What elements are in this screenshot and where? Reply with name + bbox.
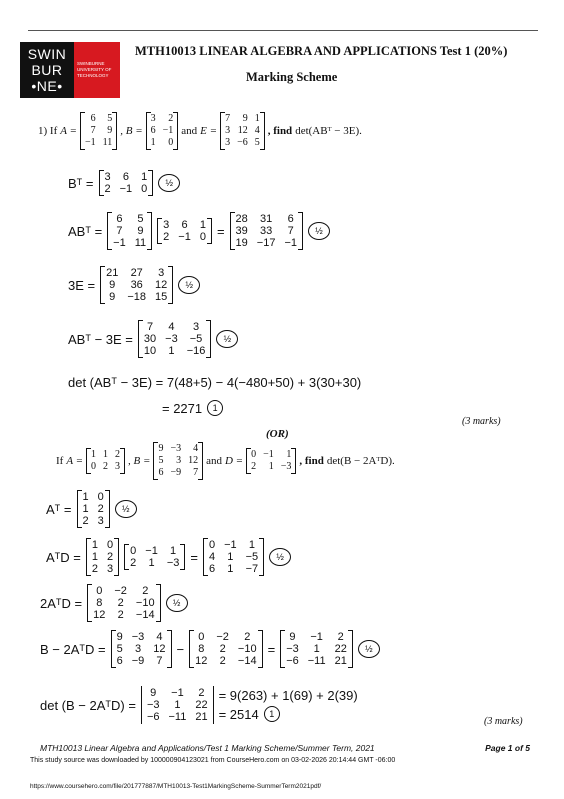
matrix-cell: 3 [107, 563, 114, 575]
matrix-cell: 1 [148, 557, 155, 569]
matrix [146, 112, 179, 150]
q2-expression: det(B − 2AᵀD). [326, 455, 395, 467]
matrix [189, 630, 262, 668]
matrix-cell: 1 [91, 449, 97, 460]
sol2-at-label: Aᵀ = [46, 501, 72, 517]
matrix-cell: 5 [107, 113, 113, 124]
sol2-atd-line [46, 538, 291, 576]
matrix [87, 584, 160, 622]
matrix-cell: 2 [168, 113, 174, 124]
matrix [138, 320, 211, 358]
download-notice: This study source was downloaded by 100000904123021 from CourseHero.com on 03-02-2026 20:14:44 GMT -06:00 [30, 757, 396, 764]
matrix-cell: 12 [195, 655, 208, 667]
matrix-cell: 3 [176, 455, 182, 466]
or-separator: (OR) [266, 428, 289, 440]
matrix-cell: −10 [237, 643, 257, 655]
matrix-cell: 0 [107, 539, 114, 551]
matrix-cell: −9 [170, 467, 182, 478]
matrix-cell: −1 [113, 237, 126, 249]
matrix-cell: 33 [259, 225, 273, 237]
q2-b-label: , B = [128, 455, 151, 467]
matrix-cell: 21 [106, 267, 119, 279]
matrix [80, 112, 117, 150]
matrix-cell: 7 [193, 467, 199, 478]
matrix-cell: 28 [235, 213, 248, 225]
matrix-cell: 1 [170, 545, 177, 557]
sol2-2atd-line [40, 584, 188, 622]
matrix-cell: −6 [237, 137, 248, 148]
matrix-cell: 2 [117, 597, 124, 609]
half-mark: ½ [115, 500, 137, 518]
matrix-cell: −1 [263, 449, 274, 460]
matrix-cell: −9 [131, 655, 145, 667]
sol2-det-result [219, 706, 358, 722]
sol2-at-line [46, 490, 137, 528]
matrix-cell: 6 [287, 213, 294, 225]
matrix-cell: −6 [146, 711, 160, 723]
q2-prefix: If [56, 455, 64, 467]
matrix-cell: 9 [116, 631, 123, 643]
matrix-cell: 1 [174, 699, 181, 711]
matrix-cell: 10 [143, 345, 157, 357]
half-mark: ½ [358, 640, 380, 658]
sol1-abt-line [68, 212, 330, 250]
matrix-cell: 3 [115, 461, 121, 472]
matrix-cell: −1 [284, 237, 297, 249]
matrix-cell: 1 [82, 503, 89, 515]
matrix-cell: 6 [122, 171, 129, 183]
matrix [99, 170, 154, 196]
matrix-cell: 0 [91, 461, 97, 472]
matrix-cell: 2 [198, 687, 205, 699]
matrix-cell: 4 [168, 321, 175, 333]
q1-b-label: , B = [120, 125, 143, 137]
matrix [157, 218, 212, 244]
sol1-bt-line [68, 170, 180, 196]
matrix-cell: 7 [146, 321, 154, 333]
equals-sign: = [216, 223, 225, 239]
matrix-cell: 4 [156, 631, 163, 643]
matrix-cell: 0 [198, 631, 205, 643]
matrix-cell: −1 [162, 125, 174, 136]
q1-prefix: 1) If [38, 125, 58, 137]
matrix-cell: −3 [146, 699, 160, 711]
matrix-cell: 7 [287, 225, 294, 237]
matrix-cell: 22 [334, 643, 347, 655]
matrix-cell: 1 [103, 449, 109, 460]
matrix-cell: 5 [116, 643, 123, 655]
matrix-cell: 12 [155, 279, 168, 291]
matrix-cell: 8 [96, 597, 103, 609]
q2-d-label: D = [224, 455, 244, 467]
matrix-cell: −3 [170, 443, 182, 454]
matrix-cell: −14 [135, 609, 155, 621]
matrix-cell: −1 [145, 545, 158, 557]
logo-line: •NE• [31, 78, 63, 94]
matrix-cell: 7 [225, 113, 231, 124]
matrix-cell: 4 [254, 125, 260, 136]
matrix-cell: 2 [97, 503, 104, 515]
matrix-cell: −1 [84, 137, 96, 148]
marks-label: (3 marks) [462, 416, 501, 427]
matrix-cell: 2 [104, 183, 111, 195]
matrix-cell: 30 [143, 333, 157, 345]
matrix-cell: 1 [227, 551, 234, 563]
sol1-det-value: = 2271 [162, 400, 203, 416]
matrix-cell: −3 [286, 643, 299, 655]
matrix-cell: 22 [195, 699, 208, 711]
matrix-cell: 3 [134, 643, 142, 655]
matrix-cell: 9 [109, 279, 116, 291]
matrix-cell: 3 [104, 171, 111, 183]
matrix-cell: 12 [153, 643, 166, 655]
matrix-cell: 0 [96, 585, 103, 597]
matrix-cell: 21 [334, 655, 347, 667]
matrix-cell: 6 [150, 125, 156, 136]
university-logo [20, 42, 120, 98]
matrix-cell: 3 [163, 219, 170, 231]
matrix-cell: 2 [115, 449, 121, 460]
logo-subtext [74, 42, 120, 98]
matrix-cell: 9 [289, 631, 296, 643]
q1-a-label: A = [60, 125, 77, 137]
page-number: Page 1 of 5 [485, 743, 530, 753]
sol1-det-result [162, 400, 223, 416]
matrix-cell: 5 [137, 213, 144, 225]
matrix-cell: 1 [150, 137, 156, 148]
matrix-cell: 2 [91, 563, 99, 575]
matrix-cell: −3 [131, 631, 145, 643]
matrix-cell: −16 [186, 345, 206, 357]
matrix-cell: 6 [116, 213, 123, 225]
matrix-cell: −1 [224, 539, 237, 551]
matrix [230, 212, 303, 250]
half-mark: ½ [216, 330, 238, 348]
matrix-cell: 11 [134, 237, 147, 249]
page-title: MTH10013 LINEAR ALGEBRA AND APPLICATIONS Test 1 (20%) [135, 44, 508, 58]
half-mark: ½ [166, 594, 188, 612]
matrix-cell: 3 [97, 515, 104, 527]
sol2-det-steps [219, 688, 358, 722]
matrix-cell: −11 [307, 655, 326, 667]
equals-sign: = [267, 641, 276, 657]
logo-sub-line: SWINBURNE [77, 61, 105, 66]
full-mark: 1 [207, 400, 223, 416]
matrix-cell: 2 [219, 655, 226, 667]
sol2-diff-line [40, 630, 380, 668]
matrix-cell: 1 [82, 491, 89, 503]
source-url-link[interactable]: https://www.coursehero.com/file/201777887/MTH10013-Test1MarkingScheme-SummerTerm2021pdf/ [30, 783, 322, 790]
logo-line: SWIN [27, 46, 67, 62]
matrix [220, 112, 265, 150]
matrix-cell: −3 [166, 557, 180, 569]
logo-line: BUR [31, 62, 63, 78]
matrix-cell: 12 [93, 609, 106, 621]
half-mark: ½ [158, 174, 180, 192]
minus-sign: − [176, 641, 185, 657]
q2-find: , find [299, 455, 324, 467]
matrix-cell: 15 [155, 291, 168, 303]
marks-label: (3 marks) [484, 716, 523, 727]
page-subtitle: Marking Scheme [246, 70, 338, 84]
matrix-cell: 3 [150, 113, 156, 124]
matrix-cell: 2 [244, 631, 251, 643]
matrix-cell: 8 [198, 643, 205, 655]
matrix-cell: 0 [130, 545, 137, 557]
matrix-cell: −18 [127, 291, 147, 303]
matrix-cell: 31 [259, 213, 273, 225]
matrix-cell: 0 [251, 449, 257, 460]
matrix-cell: −1 [119, 183, 133, 195]
matrix [203, 538, 264, 576]
matrix [111, 630, 172, 668]
matrix-cell: −5 [189, 333, 203, 345]
matrix-cell: 1 [168, 345, 175, 357]
matrix [77, 490, 110, 528]
matrix-cell: 9 [150, 687, 157, 699]
q2-and: and [206, 455, 222, 467]
matrix-cell: −1 [178, 231, 191, 243]
sol1-det-line [68, 375, 361, 390]
matrix-cell: −5 [245, 551, 259, 563]
logo-wordmark [20, 42, 74, 98]
sol1-bt-label: Bᵀ = [68, 175, 94, 191]
equals-sign: = [190, 549, 198, 565]
matrix-cell: 0 [208, 539, 216, 551]
matrix-cell: 1 [286, 449, 292, 460]
matrix-cell: 1 [91, 539, 99, 551]
matrix-cell: 9 [158, 443, 164, 454]
matrix-cell: 9 [137, 225, 144, 237]
matrix-cell: 1 [227, 563, 234, 575]
matrix-cell: 12 [237, 125, 248, 136]
matrix-cell: 2 [103, 461, 109, 472]
matrix-cell: 36 [130, 279, 143, 291]
matrix-cell: 1 [313, 643, 320, 655]
matrix-cell: 9 [109, 291, 116, 303]
matrix-cell: 6 [208, 563, 216, 575]
q1-find: , find [267, 125, 293, 137]
full-mark: 1 [264, 706, 280, 722]
sol2-atd-label: AᵀD = [46, 549, 81, 565]
matrix-cell: −14 [237, 655, 257, 667]
matrix-cell: 3 [192, 321, 200, 333]
matrix [100, 266, 173, 304]
matrix-cell: 0 [141, 183, 148, 195]
q1-e-label: E = [200, 125, 218, 137]
matrix [153, 442, 203, 480]
footer-course: MTH10013 Linear Algebra and Applications/Test 1 Marking Scheme/Summer Term, 2021 [40, 743, 375, 753]
matrix-cell: −11 [168, 711, 187, 723]
matrix-cell: 6 [116, 655, 123, 667]
matrix-cell: 1 [199, 219, 206, 231]
sol1-3e-label: 3E = [68, 277, 96, 293]
matrix-cell: −2 [114, 585, 127, 597]
sol1-3e-line [68, 266, 200, 304]
half-mark: ½ [178, 276, 200, 294]
sol2-diff-label: B − 2AᵀD = [40, 641, 106, 657]
matrix-cell: 2 [251, 461, 257, 472]
matrix-cell: −2 [216, 631, 229, 643]
matrix [86, 448, 125, 474]
sol2-det-expansion: = 9(263) + 1(69) + 2(39) [218, 688, 358, 703]
matrix-cell: 1 [254, 113, 260, 124]
sol1-diff-line [68, 320, 238, 358]
matrix-cell: 27 [130, 267, 143, 279]
question-2 [56, 442, 395, 480]
matrix-cell: −10 [135, 597, 155, 609]
matrix-cell: −3 [165, 333, 178, 345]
sol2-2atd-label: 2AᵀD = [40, 595, 83, 611]
matrix-cell: 2 [142, 585, 149, 597]
matrix-cell: 6 [181, 219, 188, 231]
matrix-cell: −3 [280, 461, 292, 472]
question-1 [38, 112, 362, 150]
matrix-cell: 19 [235, 237, 248, 249]
matrix-cell: −6 [286, 655, 299, 667]
half-mark: ½ [269, 548, 291, 566]
matrix-cell: 0 [168, 137, 174, 148]
page-footer [40, 743, 530, 753]
matrix-cell: 2 [219, 643, 226, 655]
matrix-cell: 6 [158, 467, 164, 478]
matrix [107, 212, 152, 250]
matrix-cell: 1 [248, 539, 255, 551]
matrix-cell: 0 [199, 231, 206, 243]
matrix-cell: 7 [116, 225, 123, 237]
sol1-det-text: det (ABᵀ − 3E) = 7(48+5) − 4(−480+50) + 3(30+30) [68, 375, 362, 390]
matrix-cell: 6 [90, 113, 96, 124]
matrix-cell: 4 [193, 443, 199, 454]
matrix-cell: 1 [141, 171, 148, 183]
matrix-cell: 12 [188, 455, 199, 466]
matrix-cell: 2 [107, 551, 114, 563]
matrix [280, 630, 353, 668]
matrix [124, 544, 185, 570]
half-mark: ½ [308, 222, 330, 240]
matrix-cell: 7 [156, 655, 163, 667]
matrix-cell: −1 [171, 687, 184, 699]
sol2-det-line [40, 686, 358, 724]
matrix-cell: 1 [268, 461, 274, 472]
logo-sub-line: TECHNOLOGY [77, 73, 109, 78]
determinant [141, 686, 214, 724]
matrix [86, 538, 119, 576]
sol1-abt-label: ABᵀ = [68, 223, 103, 239]
matrix-cell: 0 [97, 491, 104, 503]
matrix-cell: 11 [102, 137, 113, 148]
sol2-det-value: = 2514 [218, 706, 259, 722]
matrix-cell: 2 [130, 557, 137, 569]
matrix-cell: 2 [163, 231, 170, 243]
q1-and: and [181, 125, 198, 137]
matrix-cell: 3 [225, 137, 231, 148]
matrix-cell: 21 [195, 711, 208, 723]
matrix-cell: 3 [225, 125, 231, 136]
matrix-cell: −7 [245, 563, 259, 575]
matrix-cell: −1 [310, 631, 323, 643]
matrix-cell: 2 [82, 515, 89, 527]
matrix-cell: 9 [242, 113, 248, 124]
matrix [246, 448, 296, 474]
matrix-cell: 2 [117, 609, 124, 621]
matrix-cell: 7 [90, 125, 96, 136]
matrix-cell: 5 [254, 137, 260, 148]
matrix-cell: 3 [158, 267, 165, 279]
matrix-cell: 39 [235, 225, 248, 237]
logo-sub-line: UNIVERSITY OF [77, 67, 112, 72]
q1-expression: det(ABᵀ − 3E). [295, 125, 362, 137]
sol2-det-label: det (B − 2AᵀD) = [40, 697, 136, 713]
matrix-cell: 5 [158, 455, 164, 466]
header-rule [28, 30, 538, 31]
matrix-cell: 4 [208, 551, 216, 563]
q2-a-label: A = [66, 455, 84, 467]
matrix-cell: 2 [337, 631, 344, 643]
matrix-cell: 1 [91, 551, 99, 563]
sol1-diff-label: ABᵀ − 3E = [68, 331, 133, 347]
matrix-cell: −17 [256, 237, 276, 249]
matrix-cell: 9 [107, 125, 113, 136]
